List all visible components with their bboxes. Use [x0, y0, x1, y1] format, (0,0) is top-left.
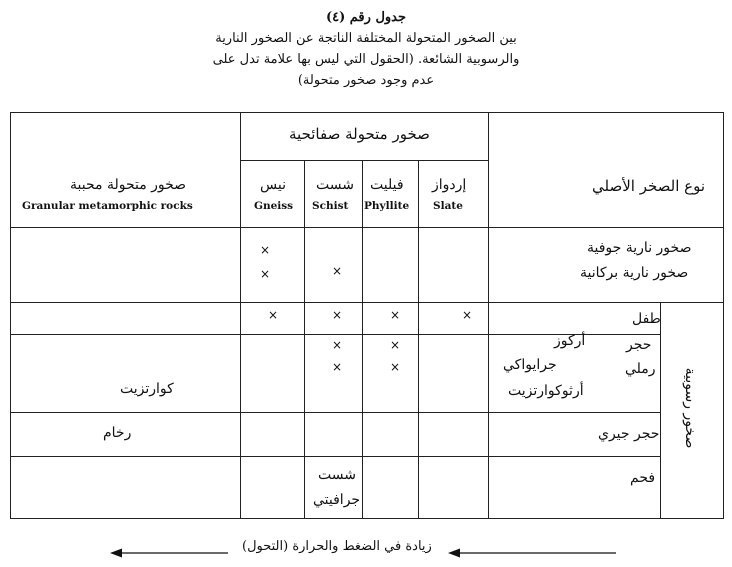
row-orthoquartzite: أرثوكوارتزيت [508, 383, 584, 399]
row-divider-header [10, 227, 724, 228]
mark-plutonic-gneiss: × [260, 243, 271, 257]
col-slate-ar: إردواز [432, 177, 467, 193]
col-divider-schist [362, 160, 363, 519]
row-divider-igneous [10, 302, 724, 303]
col-schist-ar: شست [316, 177, 354, 193]
header-original-rock: نوع الصخر الأصلي [592, 177, 706, 195]
row-divider-sandstone [10, 412, 660, 413]
mark-shale-schist: × [332, 308, 343, 322]
row-igneous-volcanic: صخور نارية بركانية [580, 265, 689, 281]
col-divider-granular [240, 112, 241, 519]
row-coal: فحم [630, 470, 656, 486]
col-schist-en: Schist [312, 200, 349, 212]
col-divider-slate [488, 112, 489, 519]
cell-marble: رخام [103, 425, 132, 441]
mark-shale-gneiss: × [268, 308, 279, 322]
table-border-left [10, 112, 11, 519]
row-igneous-plutonic: صخور نارية جوفية [587, 240, 692, 256]
row-divider-limestone [10, 456, 660, 457]
mark-sandstone-schist-2: × [332, 360, 343, 374]
mark-sandstone-phyllite-2: × [390, 360, 401, 374]
footer-arrow-right [448, 544, 618, 563]
col-gneiss-en: Gneiss [254, 200, 294, 212]
mark-sandstone-phyllite-1: × [390, 338, 401, 352]
col-divider-gneiss [304, 160, 305, 519]
cell-quartzite: كوارتزيت [120, 381, 174, 397]
cell-graphite-schist-2: جرافيتي [313, 492, 361, 508]
cell-graphite-schist-1: شست [318, 467, 356, 483]
header-granular-ar: صخور متحولة محببة [70, 177, 187, 193]
col-phyllite-ar: فيليت [370, 177, 404, 193]
table-border-top [10, 112, 724, 113]
table-border-right [723, 112, 724, 519]
header-foliated-group: صخور متحولة صفائحية [289, 125, 430, 143]
caption-line-2: والرسوبية الشائعة. (الحقول التي ليس بها علامة تدل على [212, 52, 520, 67]
mark-sandstone-schist-1: × [332, 338, 343, 352]
col-divider-phyllite [418, 160, 419, 519]
col-phyllite-en: Phyllite [364, 200, 410, 212]
row-limestone: حجر جيري [598, 426, 660, 442]
header-granular-en: Granular metamorphic rocks [22, 200, 193, 212]
row-shale: طفل [632, 311, 661, 327]
row-arkose: أركوز [554, 333, 586, 349]
footer-arrow-left [110, 544, 230, 563]
row-graywacke: جرايواكي [503, 357, 557, 373]
footer-label: زيادة في الضغط والحرارة (التحول) [242, 539, 432, 554]
row-sandstone-a: حجر [626, 337, 652, 353]
row-sedimentary-label: صخور رسوبية [682, 367, 698, 449]
caption-line-3: عدم وجود صخور متحولة) [297, 73, 435, 88]
col-gneiss-ar: نيس [260, 177, 286, 193]
mark-shale-slate: × [462, 308, 473, 322]
mark-volcanic-schist: × [332, 264, 343, 278]
caption-line-1: بين الصخور المتحولة المختلفة الناتجة عن الصخور النارية [215, 31, 517, 46]
table-border-bottom [10, 518, 724, 519]
col-divider-sedimentary [660, 302, 661, 519]
row-sandstone-b: رملي [625, 361, 656, 377]
mark-volcanic-gneiss: × [260, 267, 271, 281]
col-slate-en: Slate [433, 200, 463, 212]
row-divider-foliated-group [240, 160, 489, 161]
caption-title: جدول رقم (٤) [325, 10, 407, 25]
mark-shale-phyllite: × [390, 308, 401, 322]
